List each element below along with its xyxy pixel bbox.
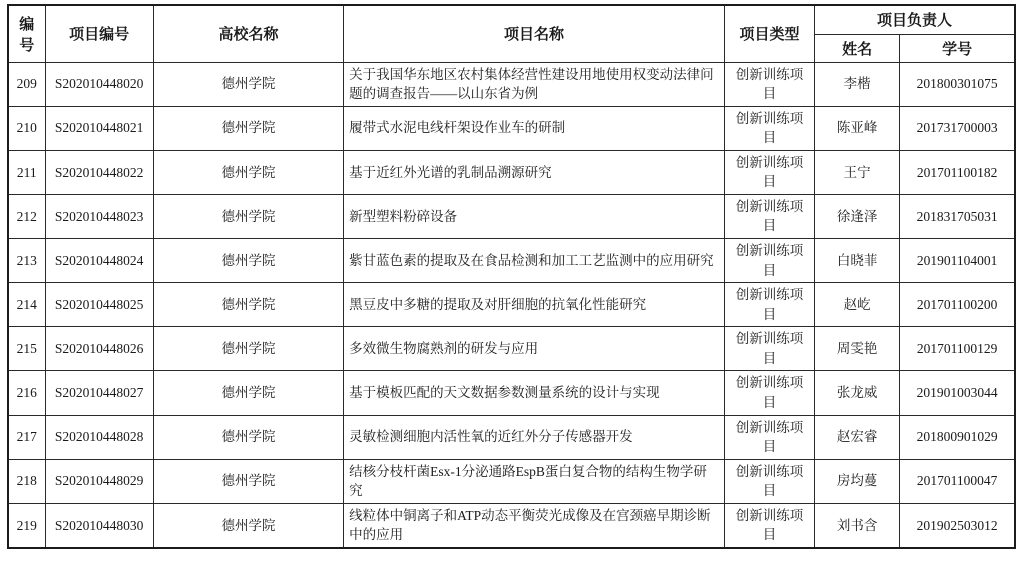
cell-university: 德州学院 [153,239,343,283]
cell-leader-name: 王宁 [815,150,900,194]
header-project-name: 项目名称 [344,5,725,62]
cell-project-id: S202010448021 [45,106,153,150]
cell-project-id: S202010448030 [45,503,153,548]
cell-university: 德州学院 [153,503,343,548]
cell-project-type: 创新训练项目 [724,194,814,238]
table-row [8,62,1015,106]
cell-no: 212 [8,194,45,238]
cell-project-id: S202010448029 [45,459,153,503]
cell-project-id: S202010448027 [45,371,153,415]
header-no: 编号 [8,5,45,62]
cell-project-type: 创新训练项目 [724,459,814,503]
cell-project-type: 创新训练项目 [724,327,814,371]
cell-university: 德州学院 [153,62,343,106]
cell-project-name: 线粒体中铜离子和ATP动态平衡荧光成像及在宫颈癌早期诊断中的应用 [344,503,725,548]
cell-university: 德州学院 [153,283,343,327]
cell-university: 德州学院 [153,194,343,238]
cell-project-id: S202010448028 [45,415,153,459]
cell-leader-name: 李楷 [815,62,900,106]
cell-student-id: 201701100200 [900,283,1015,327]
table-row [8,106,1015,150]
cell-project-type: 创新训练项目 [724,150,814,194]
cell-project-type: 创新训练项目 [724,371,814,415]
cell-project-type: 创新训练项目 [724,283,814,327]
cell-leader-name: 房均蔓 [815,459,900,503]
cell-student-id: 201901003044 [900,371,1015,415]
header-project-id: 项目编号 [45,5,153,62]
cell-project-id: S202010448024 [45,239,153,283]
header-student-id: 学号 [900,34,1015,62]
cell-no: 214 [8,283,45,327]
cell-leader-name: 白晓菲 [815,239,900,283]
table-row [8,371,1015,415]
table-body [8,62,1015,548]
table-row [8,503,1015,548]
cell-no: 209 [8,62,45,106]
cell-project-name: 紫甘蓝色素的提取及在食品检测和加工工艺监测中的应用研究 [344,239,725,283]
cell-project-type: 创新训练项目 [724,503,814,548]
cell-project-id: S202010448025 [45,283,153,327]
cell-project-name: 黑豆皮中多糖的提取及对肝细胞的抗氧化性能研究 [344,283,725,327]
cell-project-name: 履带式水泥电线杆架设作业车的研制 [344,106,725,150]
header-university: 高校名称 [153,5,343,62]
cell-student-id: 201902503012 [900,503,1015,548]
cell-university: 德州学院 [153,371,343,415]
cell-university: 德州学院 [153,415,343,459]
cell-project-name: 结核分枝杆菌Esx-1分泌通路EspB蛋白复合物的结构生物学研究 [344,459,725,503]
table-row [8,194,1015,238]
cell-student-id: 201701100129 [900,327,1015,371]
table-row [8,150,1015,194]
cell-university: 德州学院 [153,459,343,503]
cell-project-id: S202010448022 [45,150,153,194]
cell-project-id: S202010448026 [45,327,153,371]
cell-no: 210 [8,106,45,150]
cell-project-name: 多效微生物腐熟剂的研发与应用 [344,327,725,371]
cell-no: 219 [8,503,45,548]
header-project-type: 项目类型 [724,5,814,62]
cell-no: 218 [8,459,45,503]
cell-leader-name: 周雯艳 [815,327,900,371]
header-leader-name: 姓名 [815,34,900,62]
cell-leader-name: 赵屹 [815,283,900,327]
cell-leader-name: 陈亚峰 [815,106,900,150]
cell-leader-name: 赵宏睿 [815,415,900,459]
cell-project-type: 创新训练项目 [724,62,814,106]
projects-table [7,4,1016,549]
cell-project-type: 创新训练项目 [724,415,814,459]
cell-project-name: 灵敏检测细胞内活性氧的近红外分子传感器开发 [344,415,725,459]
cell-project-name: 基于模板匹配的天文数据参数测量系统的设计与实现 [344,371,725,415]
cell-leader-name: 徐逢泽 [815,194,900,238]
cell-leader-name: 张龙威 [815,371,900,415]
cell-project-name: 关于我国华东地区农村集体经营性建设用地使用权变动法律问题的调查报告——以山东省为例 [344,62,725,106]
cell-university: 德州学院 [153,106,343,150]
cell-university: 德州学院 [153,150,343,194]
cell-leader-name: 刘书含 [815,503,900,548]
cell-student-id: 201701100047 [900,459,1015,503]
table-row [8,239,1015,283]
cell-student-id: 201731700003 [900,106,1015,150]
table-row [8,459,1015,503]
table-row [8,327,1015,371]
cell-student-id: 201701100182 [900,150,1015,194]
cell-project-name: 新型塑料粉碎设备 [344,194,725,238]
cell-student-id: 201800301075 [900,62,1015,106]
cell-no: 213 [8,239,45,283]
cell-student-id: 201800901029 [900,415,1015,459]
cell-student-id: 201901104001 [900,239,1015,283]
cell-no: 211 [8,150,45,194]
cell-university: 德州学院 [153,327,343,371]
cell-no: 215 [8,327,45,371]
table-header [8,5,1015,62]
table-row [8,415,1015,459]
cell-project-type: 创新训练项目 [724,106,814,150]
cell-no: 216 [8,371,45,415]
table-row [8,283,1015,327]
cell-student-id: 201831705031 [900,194,1015,238]
cell-project-name: 基于近红外光谱的乳制品溯源研究 [344,150,725,194]
header-leader-group: 项目负责人 [815,5,1015,34]
header-row-top [8,5,1015,34]
cell-project-id: S202010448023 [45,194,153,238]
cell-project-type: 创新训练项目 [724,239,814,283]
cell-no: 217 [8,415,45,459]
cell-project-id: S202010448020 [45,62,153,106]
